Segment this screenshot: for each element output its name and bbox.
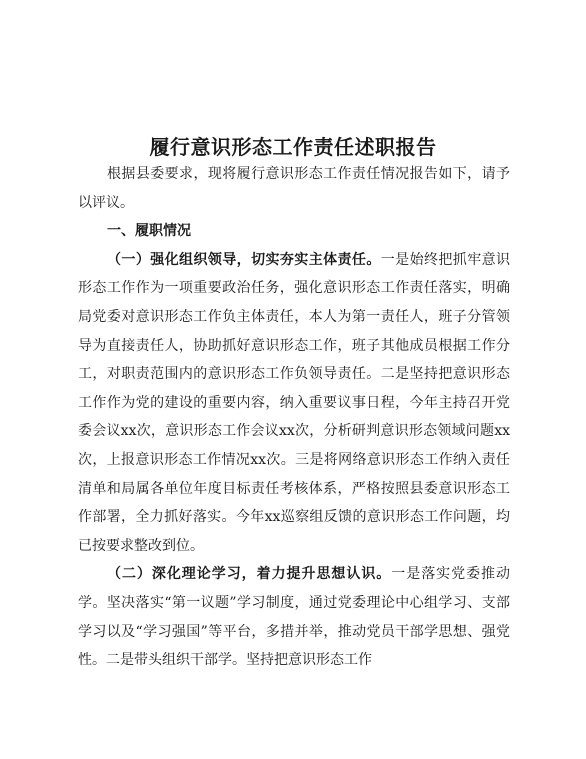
paragraph-1 bbox=[78, 246, 510, 561]
paragraph-2-text: 一是落实党委推动学。坚决落实“第一议题”学习制度，通过党委理论中心组学习、支部学习以及“学习强国”等平台，多措并举，推动党员干部学思想、强党性。二是带头组织干部学。坚持把意识形态工作 bbox=[78, 566, 511, 669]
document-title: 履行意识形态工作责任述职报告 bbox=[149, 135, 437, 159]
paragraph-1-lead: （一）强化组织领导，切实夯实主体责任。 bbox=[107, 251, 381, 268]
paragraph-1-text: 一是始终把抓牢意识形态工作作为一项重要政治任务，强化意识形态工作责任落实，明确局党委对意识形态工作负主体责任，本人为第一责任人，班子分管领导为直接责任人，协助抓好意识形态工作，班子其他成员根据工作分工，对职责范围内的意识形态工作负领导责任。二是坚持把意识形态工作作为党的建设的重要内容，纳入重要议事日程，今年主持召开党委会议xx次，意识形态工作会议xx次，分析研判意识形态领域问题xx次，上报意识形态工作情况xx次。三是将网络意识形态工作纳入责任清单和局属各单位年度目标责任考核体系，严格按照县委意识形态工作部署，全力抓好落实。今年xx巡察组反馈的意识形态工作问题，均已按要求整改到位。 bbox=[78, 251, 511, 554]
section-heading: 一、履职情况 bbox=[107, 223, 191, 240]
document-body bbox=[78, 160, 510, 675]
paragraph-2 bbox=[78, 560, 510, 674]
intro-paragraph: 根据县委要求，现将履行意识形态工作责任情况报告如下，请予以评议。 bbox=[78, 166, 510, 211]
paragraph-2-lead: （二）深化理论学习，着力提升思想认识。 bbox=[107, 566, 392, 583]
